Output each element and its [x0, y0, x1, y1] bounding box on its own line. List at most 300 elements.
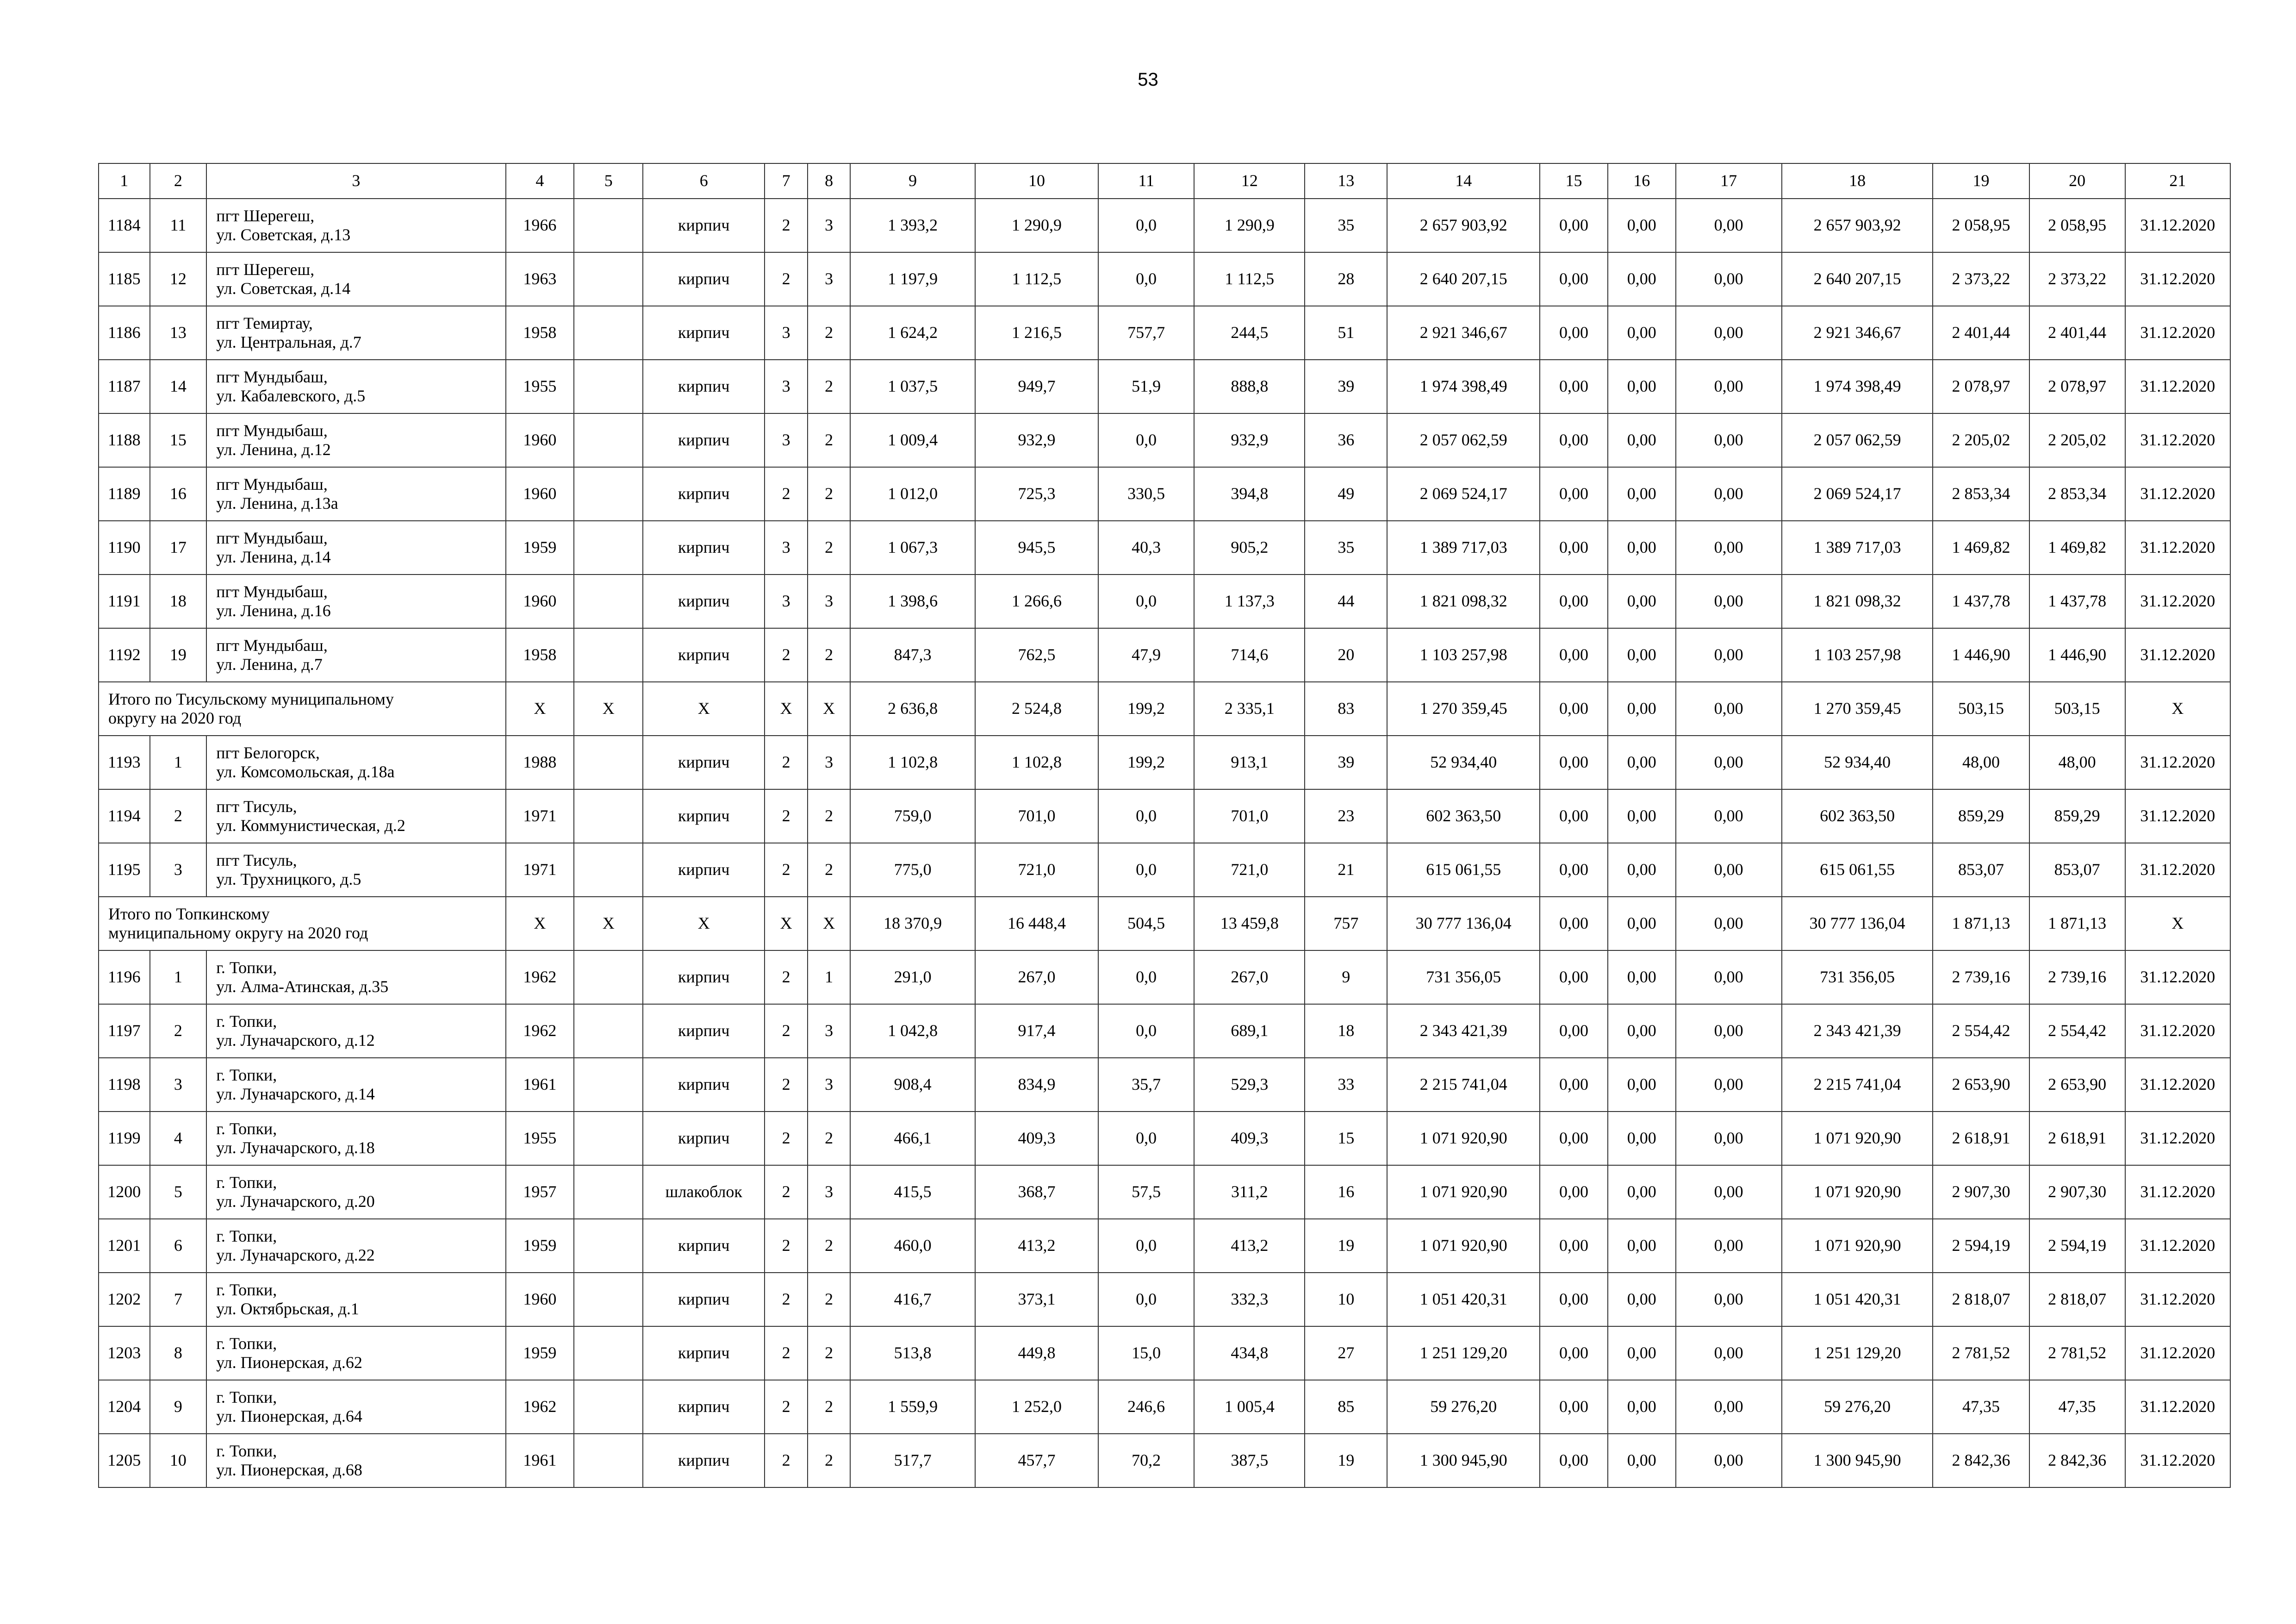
cell-col-7: 2 [765, 1058, 807, 1112]
cell-col-16: 0,00 [1608, 682, 1676, 736]
address-cell [206, 1004, 505, 1058]
cell-col-15: 0,00 [1540, 628, 1608, 682]
row-index: 13 [150, 306, 207, 360]
row-index: 17 [150, 521, 207, 575]
cell-col-9: 415,5 [850, 1165, 975, 1219]
cell-col-9: 466,1 [850, 1112, 975, 1165]
cell-col-14: 2 921 346,67 [1387, 306, 1540, 360]
cell-col-6: кирпич [643, 252, 765, 306]
column-header-17: 17 [1676, 163, 1782, 199]
cell-col-16: 0,00 [1608, 950, 1676, 1004]
cell-col-13: 16 [1305, 1165, 1387, 1219]
cell-col-21: 31.12.2020 [2125, 1112, 2230, 1165]
cell-col-21: 31.12.2020 [2125, 843, 2230, 897]
cell-col-20: 48,00 [2029, 736, 2125, 789]
cell-col-16: 0,00 [1608, 575, 1676, 628]
cell-col-6: кирпич [643, 1380, 765, 1434]
cell-col-16: 0,00 [1608, 1380, 1676, 1434]
cell-col-13: 35 [1305, 199, 1387, 252]
cell-col-18: 2 069 524,17 [1782, 467, 1933, 521]
cell-col-13: 39 [1305, 360, 1387, 413]
cell-col-8: 2 [808, 628, 850, 682]
column-header-2: 2 [150, 163, 207, 199]
column-header-9: 9 [850, 163, 975, 199]
cell-col-17: 0,00 [1676, 575, 1782, 628]
row-index: 3 [150, 843, 207, 897]
cell-col-17: 0,00 [1676, 1004, 1782, 1058]
cell-col-15: 0,00 [1540, 306, 1608, 360]
cell-col-9: 2 636,8 [850, 682, 975, 736]
cell-col-12: 394,8 [1194, 467, 1305, 521]
cell-col-12: 332,3 [1194, 1273, 1305, 1326]
cell-col-14: 1 974 398,49 [1387, 360, 1540, 413]
cell-col-10: 701,0 [975, 789, 1098, 843]
cell-col-19: 2 618,91 [1933, 1112, 2029, 1165]
cell-col-13: 9 [1305, 950, 1387, 1004]
cell-col-20: 2 594,19 [2029, 1219, 2125, 1273]
row-number: 1186 [99, 306, 150, 360]
cell-col-12: 721,0 [1194, 843, 1305, 897]
cell-col-8: 2 [808, 360, 850, 413]
cell-col-20: 2 401,44 [2029, 306, 2125, 360]
row-number: 1199 [99, 1112, 150, 1165]
cell-col-7: 2 [765, 1219, 807, 1273]
cell-col-17: 0,00 [1676, 1165, 1782, 1219]
cell-col-19: 47,35 [1933, 1380, 2029, 1434]
cell-col-10: 2 524,8 [975, 682, 1098, 736]
cell-col-6: кирпич [643, 467, 765, 521]
address-cell [206, 306, 505, 360]
row-index: 9 [150, 1380, 207, 1434]
cell-col-15: 0,00 [1540, 950, 1608, 1004]
cell-col-12: 714,6 [1194, 628, 1305, 682]
cell-col-17: 0,00 [1676, 736, 1782, 789]
cell-col-9: 1 559,9 [850, 1380, 975, 1434]
cell-col-21: 31.12.2020 [2125, 1219, 2230, 1273]
cell-col-10: 16 448,4 [975, 897, 1098, 950]
cell-col-10: 949,7 [975, 360, 1098, 413]
cell-col-5 [574, 306, 643, 360]
cell-col-5 [574, 1434, 643, 1487]
cell-col-5 [574, 1380, 643, 1434]
address-locality: пгт Тисуль, [216, 797, 297, 816]
table-body [99, 163, 2230, 1487]
address-cell [206, 360, 505, 413]
column-header-14: 14 [1387, 163, 1540, 199]
cell-col-14: 1 251 129,20 [1387, 1326, 1540, 1380]
cell-col-9: 513,8 [850, 1326, 975, 1380]
cell-col-10: 762,5 [975, 628, 1098, 682]
cell-col-4: 1959 [506, 1326, 574, 1380]
cell-col-7: 3 [765, 413, 807, 467]
address-street: ул. Ленина, д.12 [216, 440, 331, 459]
cell-col-20: 2 078,97 [2029, 360, 2125, 413]
cell-col-15: 0,00 [1540, 1058, 1608, 1112]
address-cell [206, 575, 505, 628]
row-index: 5 [150, 1165, 207, 1219]
address-cell [206, 950, 505, 1004]
cell-col-7: 2 [765, 1326, 807, 1380]
cell-col-11: 70,2 [1098, 1434, 1194, 1487]
cell-col-21: 31.12.2020 [2125, 1165, 2230, 1219]
cell-col-6: кирпич [643, 1273, 765, 1326]
cell-col-17: 0,00 [1676, 1273, 1782, 1326]
cell-col-12: 913,1 [1194, 736, 1305, 789]
address-street: ул. Луначарского, д.20 [216, 1192, 375, 1211]
cell-col-20: 2 907,30 [2029, 1165, 2125, 1219]
row-index: 2 [150, 1004, 207, 1058]
cell-col-17: 0,00 [1676, 1112, 1782, 1165]
cell-col-20: 2 842,36 [2029, 1434, 2125, 1487]
cell-col-16: 0,00 [1608, 413, 1676, 467]
address-locality: пгт Мундыбаш, [216, 475, 328, 493]
cell-col-13: 51 [1305, 306, 1387, 360]
cell-col-7: 2 [765, 252, 807, 306]
cell-col-21: 31.12.2020 [2125, 360, 2230, 413]
cell-col-19: 2 594,19 [1933, 1219, 2029, 1273]
cell-col-17: 0,00 [1676, 789, 1782, 843]
cell-col-17: 0,00 [1676, 1380, 1782, 1434]
address-street: ул. Ленина, д.14 [216, 548, 331, 566]
address-street: ул. Октябрьская, д.1 [216, 1299, 359, 1318]
cell-col-10: 449,8 [975, 1326, 1098, 1380]
address-street: ул. Пионерская, д.62 [216, 1353, 362, 1372]
cell-col-13: 36 [1305, 413, 1387, 467]
cell-col-4: 1958 [506, 306, 574, 360]
column-header-11: 11 [1098, 163, 1194, 199]
row-index: 11 [150, 199, 207, 252]
cell-col-9: 908,4 [850, 1058, 975, 1112]
cell-col-5 [574, 1165, 643, 1219]
cell-col-4: 1988 [506, 736, 574, 789]
cell-col-4: X [506, 897, 574, 950]
cell-col-13: 85 [1305, 1380, 1387, 1434]
cell-col-19: 2 205,02 [1933, 413, 2029, 467]
address-locality: г. Топки, [216, 1173, 277, 1192]
cell-col-8: 3 [808, 575, 850, 628]
cell-col-10: 945,5 [975, 521, 1098, 575]
cell-col-18: 1 071 920,90 [1782, 1219, 1933, 1273]
cell-col-10: 1 102,8 [975, 736, 1098, 789]
cell-col-5 [574, 1326, 643, 1380]
cell-col-5 [574, 413, 643, 467]
address-cell [206, 1434, 505, 1487]
table-row [99, 1326, 2230, 1380]
row-number: 1197 [99, 1004, 150, 1058]
cell-col-10: 1 252,0 [975, 1380, 1098, 1434]
cell-col-10: 932,9 [975, 413, 1098, 467]
cell-col-5 [574, 575, 643, 628]
cell-col-10: 373,1 [975, 1273, 1098, 1326]
subtotal-label-line-1: Итого по Топкинскому [108, 904, 270, 923]
cell-col-14: 2 069 524,17 [1387, 467, 1540, 521]
cell-col-15: 0,00 [1540, 1434, 1608, 1487]
table-row [99, 1434, 2230, 1487]
column-header-7: 7 [765, 163, 807, 199]
address-street: ул. Луначарского, д.22 [216, 1246, 375, 1264]
cell-col-7: 2 [765, 1165, 807, 1219]
cell-col-18: 1 071 920,90 [1782, 1112, 1933, 1165]
cell-col-8: 2 [808, 306, 850, 360]
cell-col-9: 416,7 [850, 1273, 975, 1326]
cell-col-21: 31.12.2020 [2125, 1058, 2230, 1112]
cell-col-11: 0,0 [1098, 789, 1194, 843]
cell-col-13: 19 [1305, 1219, 1387, 1273]
subtotal-label-line-1: Итого по Тисульскому муниципальному [108, 689, 394, 708]
address-street: ул. Советская, д.14 [216, 279, 351, 298]
subtotal-label [99, 897, 506, 950]
cell-col-4: 1960 [506, 1273, 574, 1326]
cell-col-10: 834,9 [975, 1058, 1098, 1112]
table-row [99, 575, 2230, 628]
address-cell [206, 252, 505, 306]
row-index: 10 [150, 1434, 207, 1487]
cell-col-15: 0,00 [1540, 1380, 1608, 1434]
column-header-16: 16 [1608, 163, 1676, 199]
cell-col-13: 23 [1305, 789, 1387, 843]
cell-col-8: 3 [808, 1004, 850, 1058]
row-index: 4 [150, 1112, 207, 1165]
cell-col-16: 0,00 [1608, 360, 1676, 413]
cell-col-14: 1 270 359,45 [1387, 682, 1540, 736]
cell-col-14: 2 215 741,04 [1387, 1058, 1540, 1112]
table-row [99, 1058, 2230, 1112]
cell-col-4: 1959 [506, 1219, 574, 1273]
cell-col-17: 0,00 [1676, 1326, 1782, 1380]
row-index: 15 [150, 413, 207, 467]
cell-col-19: 2 554,42 [1933, 1004, 2029, 1058]
cell-col-16: 0,00 [1608, 628, 1676, 682]
table-row [99, 1112, 2230, 1165]
column-header-20: 20 [2029, 163, 2125, 199]
cell-col-18: 2 343 421,39 [1782, 1004, 1933, 1058]
cell-col-5: X [574, 897, 643, 950]
cell-col-9: 517,7 [850, 1434, 975, 1487]
row-index: 6 [150, 1219, 207, 1273]
column-header-15: 15 [1540, 163, 1608, 199]
address-cell [206, 736, 505, 789]
column-header-13: 13 [1305, 163, 1387, 199]
cell-col-8: 2 [808, 413, 850, 467]
cell-col-9: 1 197,9 [850, 252, 975, 306]
cell-col-7: X [765, 897, 807, 950]
cell-col-19: 859,29 [1933, 789, 2029, 843]
cell-col-12: 1 005,4 [1194, 1380, 1305, 1434]
cell-col-5 [574, 1219, 643, 1273]
cell-col-19: 48,00 [1933, 736, 2029, 789]
cell-col-11: 35,7 [1098, 1058, 1194, 1112]
cell-col-11: 57,5 [1098, 1165, 1194, 1219]
cell-col-7: 2 [765, 1434, 807, 1487]
cell-col-6: кирпич [643, 360, 765, 413]
cell-col-15: 0,00 [1540, 789, 1608, 843]
subtotal-label [99, 682, 506, 736]
cell-col-8: X [808, 682, 850, 736]
cell-col-12: 409,3 [1194, 1112, 1305, 1165]
cell-col-10: 368,7 [975, 1165, 1098, 1219]
address-locality: г. Топки, [216, 1226, 277, 1245]
cell-col-18: 30 777 136,04 [1782, 897, 1933, 950]
cell-col-20: 859,29 [2029, 789, 2125, 843]
cell-col-18: 1 821 098,32 [1782, 575, 1933, 628]
cell-col-8: 2 [808, 789, 850, 843]
column-header-21: 21 [2125, 163, 2230, 199]
table-row [99, 413, 2230, 467]
subtotal-row [99, 897, 2230, 950]
cell-col-8: 3 [808, 1058, 850, 1112]
cell-col-6: кирпич [643, 1434, 765, 1487]
cell-col-12: 905,2 [1194, 521, 1305, 575]
cell-col-15: 0,00 [1540, 1326, 1608, 1380]
cell-col-14: 602 363,50 [1387, 789, 1540, 843]
cell-col-6: кирпич [643, 843, 765, 897]
cell-col-7: 2 [765, 199, 807, 252]
cell-col-11: 0,0 [1098, 1273, 1194, 1326]
cell-col-19: 2 853,34 [1933, 467, 2029, 521]
cell-col-14: 2 657 903,92 [1387, 199, 1540, 252]
cell-col-15: 0,00 [1540, 199, 1608, 252]
cell-col-18: 602 363,50 [1782, 789, 1933, 843]
cell-col-17: 0,00 [1676, 360, 1782, 413]
address-street: ул. Луначарского, д.12 [216, 1031, 375, 1049]
cell-col-4: 1966 [506, 199, 574, 252]
cell-col-7: 2 [765, 1004, 807, 1058]
cell-col-11: 0,0 [1098, 575, 1194, 628]
table-row [99, 1273, 2230, 1326]
cell-col-8: X [808, 897, 850, 950]
cell-col-11: 504,5 [1098, 897, 1194, 950]
cell-col-6: кирпич [643, 1219, 765, 1273]
cell-col-16: 0,00 [1608, 252, 1676, 306]
cell-col-5 [574, 1004, 643, 1058]
cell-col-16: 0,00 [1608, 306, 1676, 360]
cell-col-11: 0,0 [1098, 252, 1194, 306]
row-index: 14 [150, 360, 207, 413]
cell-col-21: 31.12.2020 [2125, 1326, 2230, 1380]
cell-col-18: 2 640 207,15 [1782, 252, 1933, 306]
cell-col-5 [574, 628, 643, 682]
cell-col-7: 2 [765, 1380, 807, 1434]
cell-col-19: 2 653,90 [1933, 1058, 2029, 1112]
address-street: ул. Пионерская, д.68 [216, 1461, 362, 1479]
row-number: 1194 [99, 789, 150, 843]
cell-col-21: 31.12.2020 [2125, 252, 2230, 306]
cell-col-7: 2 [765, 1112, 807, 1165]
cell-col-4: 1960 [506, 467, 574, 521]
cell-col-20: 2 618,91 [2029, 1112, 2125, 1165]
cell-col-7: X [765, 682, 807, 736]
cell-col-16: 0,00 [1608, 789, 1676, 843]
row-number: 1203 [99, 1326, 150, 1380]
cell-col-14: 1 051 420,31 [1387, 1273, 1540, 1326]
address-locality: пгт Белогорск, [216, 743, 320, 762]
cell-col-14: 1 071 920,90 [1387, 1165, 1540, 1219]
cell-col-20: 503,15 [2029, 682, 2125, 736]
cell-col-4: 1960 [506, 575, 574, 628]
cell-col-20: 2 781,52 [2029, 1326, 2125, 1380]
cell-col-20: 2 373,22 [2029, 252, 2125, 306]
cell-col-6: кирпич [643, 413, 765, 467]
cell-col-11: 47,9 [1098, 628, 1194, 682]
cell-col-21: 31.12.2020 [2125, 1380, 2230, 1434]
cell-col-13: 20 [1305, 628, 1387, 682]
cell-col-16: 0,00 [1608, 1165, 1676, 1219]
cell-col-12: 1 290,9 [1194, 199, 1305, 252]
cell-col-17: 0,00 [1676, 950, 1782, 1004]
cell-col-18: 2 921 346,67 [1782, 306, 1933, 360]
cell-col-12: 888,8 [1194, 360, 1305, 413]
cell-col-6: кирпич [643, 789, 765, 843]
cell-col-6: кирпич [643, 1058, 765, 1112]
cell-col-19: 1 469,82 [1933, 521, 2029, 575]
cell-col-14: 2 057 062,59 [1387, 413, 1540, 467]
cell-col-7: 2 [765, 467, 807, 521]
cell-col-17: 0,00 [1676, 467, 1782, 521]
cell-col-4: 1961 [506, 1434, 574, 1487]
cell-col-21: 31.12.2020 [2125, 1434, 2230, 1487]
cell-col-18: 59 276,20 [1782, 1380, 1933, 1434]
cell-col-10: 1 290,9 [975, 199, 1098, 252]
cell-col-15: 0,00 [1540, 1273, 1608, 1326]
cell-col-16: 0,00 [1608, 521, 1676, 575]
cell-col-12: 701,0 [1194, 789, 1305, 843]
address-locality: г. Топки, [216, 1441, 277, 1460]
cell-col-14: 615 061,55 [1387, 843, 1540, 897]
cell-col-14: 30 777 136,04 [1387, 897, 1540, 950]
cell-col-15: 0,00 [1540, 1165, 1608, 1219]
cell-col-11: 0,0 [1098, 950, 1194, 1004]
address-cell [206, 1380, 505, 1434]
cell-col-4: 1962 [506, 950, 574, 1004]
cell-col-17: 0,00 [1676, 413, 1782, 467]
cell-col-20: 2 058,95 [2029, 199, 2125, 252]
cell-col-7: 2 [765, 628, 807, 682]
cell-col-13: 19 [1305, 1434, 1387, 1487]
address-cell [206, 521, 505, 575]
cell-col-9: 1 624,2 [850, 306, 975, 360]
cell-col-17: 0,00 [1676, 843, 1782, 897]
cell-col-7: 2 [765, 843, 807, 897]
subtotal-label-line-2: муниципальному округу на 2020 год [108, 924, 368, 942]
cell-col-10: 725,3 [975, 467, 1098, 521]
cell-col-11: 330,5 [1098, 467, 1194, 521]
row-number: 1190 [99, 521, 150, 575]
cell-col-15: 0,00 [1540, 897, 1608, 950]
cell-col-11: 0,0 [1098, 199, 1194, 252]
address-street: ул. Кабалевского, д.5 [216, 387, 366, 405]
cell-col-13: 83 [1305, 682, 1387, 736]
address-locality: г. Топки, [216, 1387, 277, 1406]
cell-col-17: 0,00 [1676, 1434, 1782, 1487]
cell-col-5 [574, 950, 643, 1004]
cell-col-5 [574, 1058, 643, 1112]
address-locality: пгт Мундыбаш, [216, 636, 328, 655]
cell-col-19: 2 058,95 [1933, 199, 2029, 252]
cell-col-8: 2 [808, 1434, 850, 1487]
subtotal-row [99, 682, 2230, 736]
cell-col-18: 1 270 359,45 [1782, 682, 1933, 736]
cell-col-6: кирпич [643, 1004, 765, 1058]
table-row [99, 360, 2230, 413]
cell-col-17: 0,00 [1676, 306, 1782, 360]
cell-col-15: 0,00 [1540, 575, 1608, 628]
address-street: ул. Пионерская, д.64 [216, 1407, 362, 1425]
address-cell [206, 789, 505, 843]
cell-col-18: 1 103 257,98 [1782, 628, 1933, 682]
address-locality: пгт Шерегеш, [216, 260, 315, 279]
address-locality: г. Топки, [216, 1012, 277, 1031]
cell-col-19: 2 781,52 [1933, 1326, 2029, 1380]
